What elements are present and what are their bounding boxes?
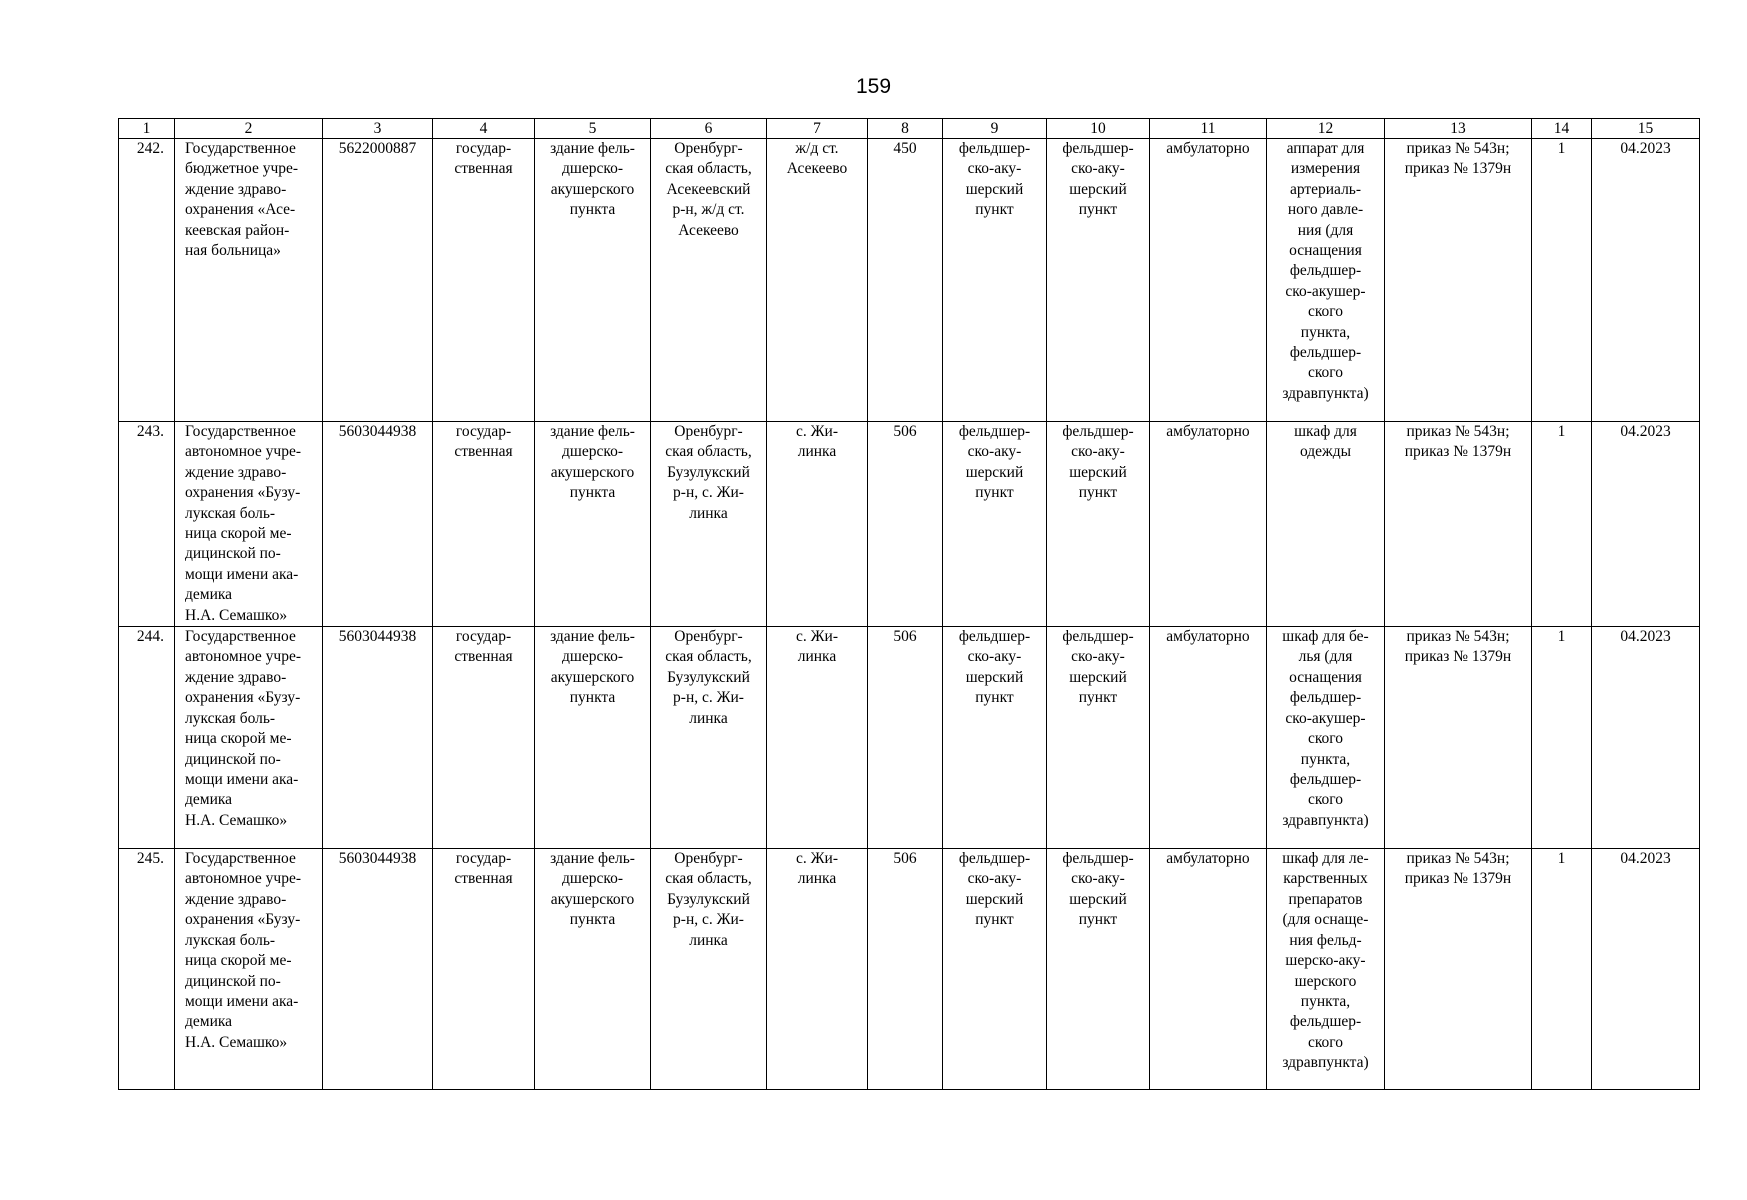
settlement-cell: с. Жи- линка: [767, 422, 868, 627]
orders-cell: приказ № 543н; приказ № 1379н: [1385, 139, 1532, 422]
facility-kind-cell: фельдшер- ско-аку- шерский пункт: [1047, 849, 1150, 1090]
column-header: 13: [1385, 119, 1532, 139]
organization-cell: Государственное бюджетное учре- ждение здраво- охранения «Асе- кеевская район- ная больница»: [175, 139, 323, 422]
population-cell: 506: [868, 627, 943, 849]
population-cell: 506: [868, 849, 943, 1090]
facility-type-cell: фельдшер- ско-аку- шерский пункт: [943, 422, 1047, 627]
column-header: 3: [323, 119, 433, 139]
building-cell: здание фель- дшерско- акушерского пункта: [535, 849, 651, 1090]
column-header: 4: [433, 119, 535, 139]
equipment-cell: шкаф для одежды: [1267, 422, 1385, 627]
ownership-cell: государ- ственная: [433, 422, 535, 627]
address-cell: Оренбург- ская область, Асекеевский р-н, ж/д ст. Асекеево: [651, 139, 767, 422]
facility-type-cell: фельдшер- ско-аку- шерский пункт: [943, 139, 1047, 422]
date-cell: 04.2023: [1592, 627, 1700, 849]
facility-kind-cell: фельдшер- ско-аку- шерский пункт: [1047, 422, 1150, 627]
building-cell: здание фель- дшерско- акушерского пункта: [535, 422, 651, 627]
column-header: 15: [1592, 119, 1700, 139]
care-form-cell: амбулаторно: [1150, 139, 1267, 422]
ownership-cell: государ- ственная: [433, 849, 535, 1090]
facility-type-cell: фельдшер- ско-аку- шерский пункт: [943, 849, 1047, 1090]
quantity-cell: 1: [1532, 849, 1592, 1090]
table-row: [119, 627, 1700, 849]
equipment-cell: шкаф для ле- карственных препаратов (для оснаще- ния фельд- шерско-аку- шерского пункта, фельдшер- ского здравпункта): [1267, 849, 1385, 1090]
column-header: 6: [651, 119, 767, 139]
equipment-cell: аппарат для измерения артериаль- ного давле- ния (для оснащения фельдшер- ско-акушер- ского пункта, фельдшер- ского здравпункта): [1267, 139, 1385, 422]
orders-cell: приказ № 543н; приказ № 1379н: [1385, 849, 1532, 1090]
row-number: 245.: [119, 849, 175, 1090]
quantity-cell: 1: [1532, 627, 1592, 849]
table-row: [119, 849, 1700, 1090]
column-header: 7: [767, 119, 868, 139]
date-cell: 04.2023: [1592, 849, 1700, 1090]
equipment-cell: шкаф для бе- лья (для оснащения фельдшер- ско-акушер- ского пункта, фельдшер- ского здравпункта): [1267, 627, 1385, 849]
facility-kind-cell: фельдшер- ско-аку- шерский пункт: [1047, 139, 1150, 422]
column-header: 10: [1047, 119, 1150, 139]
quantity-cell: 1: [1532, 422, 1592, 627]
registry-table: [118, 118, 1700, 1090]
inn-cell: 5603044938: [323, 849, 433, 1090]
orders-cell: приказ № 543н; приказ № 1379н: [1385, 627, 1532, 849]
settlement-cell: ж/д ст. Асекеево: [767, 139, 868, 422]
care-form-cell: амбулаторно: [1150, 627, 1267, 849]
orders-cell: приказ № 543н; приказ № 1379н: [1385, 422, 1532, 627]
inn-cell: 5603044938: [323, 422, 433, 627]
row-number: 243.: [119, 422, 175, 627]
column-number-row: [119, 119, 1700, 139]
facility-kind-cell: фельдшер- ско-аку- шерский пункт: [1047, 627, 1150, 849]
settlement-cell: с. Жи- линка: [767, 627, 868, 849]
column-header: 14: [1532, 119, 1592, 139]
quantity-cell: 1: [1532, 139, 1592, 422]
row-number: 244.: [119, 627, 175, 849]
date-cell: 04.2023: [1592, 422, 1700, 627]
building-cell: здание фель- дшерско- акушерского пункта: [535, 627, 651, 849]
building-cell: здание фель- дшерско- акушерского пункта: [535, 139, 651, 422]
table-row: [119, 422, 1700, 627]
ownership-cell: государ- ственная: [433, 139, 535, 422]
inn-cell: 5603044938: [323, 627, 433, 849]
date-cell: 04.2023: [1592, 139, 1700, 422]
ownership-cell: государ- ственная: [433, 627, 535, 849]
row-number: 242.: [119, 139, 175, 422]
organization-cell: Государственное автономное учре- ждение здраво- охранения «Бузу- лукская боль- ница скорой ме- дицинской по- мощи имени ака- демика Н.А. Семашко»: [175, 627, 323, 849]
inn-cell: 5622000887: [323, 139, 433, 422]
organization-cell: Государственное автономное учре- ждение здраво- охранения «Бузу- лукская боль- ница скорой ме- дицинской по- мощи имени ака- демика Н.А. Семашко»: [175, 849, 323, 1090]
address-cell: Оренбург- ская область, Бузулукский р-н, с. Жи- линка: [651, 849, 767, 1090]
organization-cell: Государственное автономное учре- ждение здраво- охранения «Бузу- лукская боль- ница скорой ме- дицинской по- мощи имени ака- демика Н.А. Семашко»: [175, 422, 323, 627]
settlement-cell: с. Жи- линка: [767, 849, 868, 1090]
column-header: 9: [943, 119, 1047, 139]
column-header: 5: [535, 119, 651, 139]
facility-type-cell: фельдшер- ско-аку- шерский пункт: [943, 627, 1047, 849]
care-form-cell: амбулаторно: [1150, 422, 1267, 627]
address-cell: Оренбург- ская область, Бузулукский р-н, с. Жи- линка: [651, 422, 767, 627]
care-form-cell: амбулаторно: [1150, 849, 1267, 1090]
column-header: 8: [868, 119, 943, 139]
column-header: 11: [1150, 119, 1267, 139]
table-row: [119, 139, 1700, 422]
column-header: 12: [1267, 119, 1385, 139]
population-cell: 450: [868, 139, 943, 422]
address-cell: Оренбург- ская область, Бузулукский р-н, с. Жи- линка: [651, 627, 767, 849]
page-number: 159: [855, 75, 892, 98]
column-header: 1: [119, 119, 175, 139]
column-header: 2: [175, 119, 323, 139]
population-cell: 506: [868, 422, 943, 627]
